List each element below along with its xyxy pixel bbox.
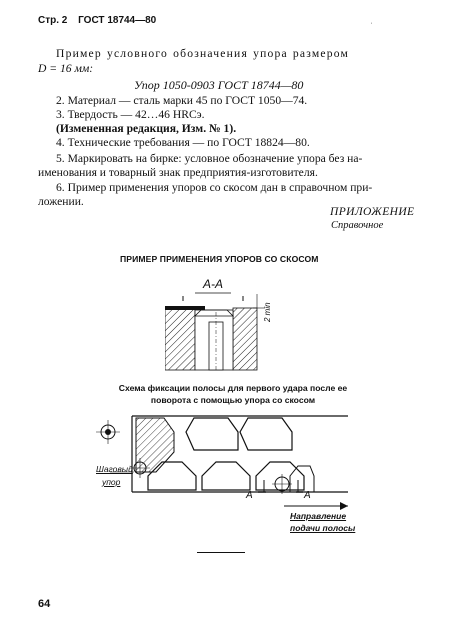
dimension-label: 2 min bbox=[263, 302, 272, 322]
example-intro-line-1: Пример условного обозначения упора размером bbox=[56, 47, 350, 60]
footer-divider bbox=[197, 552, 245, 553]
item-5-line-1: 5. Маркировать на бирке: условное обозначение упора без на- bbox=[56, 152, 363, 165]
figure-caption: ПРИМЕР ПРИМЕНЕНИЯ УПОРОВ СО СКОСОМ bbox=[120, 254, 319, 264]
page-number: 64 bbox=[38, 598, 51, 610]
appendix-subtitle: Справочное bbox=[331, 220, 384, 231]
schema-caption-line-2: поворота с помощью упора со скосом bbox=[150, 395, 316, 405]
stepping-stop-label-line-2: упор bbox=[102, 477, 121, 487]
item-6-line-2: ложении. bbox=[38, 195, 84, 208]
standard-number: ГОСТ 18744—80 bbox=[78, 15, 157, 26]
section-aa-drawing bbox=[165, 274, 285, 374]
scan-mark: ˌ bbox=[370, 14, 373, 24]
item-4: 4. Технические требования — по ГОСТ 18824—80. bbox=[56, 136, 310, 149]
item-3: 3. Твердость — 42…46 HRCэ. bbox=[56, 108, 205, 121]
feed-direction-line-1: Направление bbox=[290, 511, 347, 521]
feed-direction-line-2: подачи полосы bbox=[290, 523, 356, 533]
page-label: Стр. 2 bbox=[38, 15, 68, 26]
schema-caption-line-1: Схема фиксации полосы для первого удара после ее bbox=[118, 383, 348, 393]
page-header bbox=[38, 15, 156, 26]
section-label: А-А bbox=[203, 277, 224, 291]
example-intro-line-2: D = 16 мм: bbox=[38, 62, 94, 75]
designation: Упор 1050-0903 ГОСТ 18744—80 bbox=[134, 78, 304, 92]
item-6-line-1: 6. Пример применения упоров со скосом дан в справочном при- bbox=[56, 181, 373, 194]
appendix-title: ПРИЛОЖЕНИЕ bbox=[330, 206, 415, 218]
item-2: 2. Материал — сталь марки 45 по ГОСТ 1050—74. bbox=[56, 94, 308, 107]
stepping-stop-label bbox=[96, 463, 133, 489]
section-mark-left: А bbox=[246, 490, 253, 501]
feed-direction-label bbox=[290, 510, 355, 534]
item-5-line-2: именования и товарный знак предприятия-изготовителя. bbox=[38, 166, 318, 179]
revision-note: (Измененная редакция, Изм. № 1). bbox=[56, 122, 237, 135]
schema-caption bbox=[88, 382, 378, 406]
stepping-stop-label-line-1: Шаговый bbox=[96, 464, 133, 474]
section-mark-right: А bbox=[304, 490, 311, 501]
